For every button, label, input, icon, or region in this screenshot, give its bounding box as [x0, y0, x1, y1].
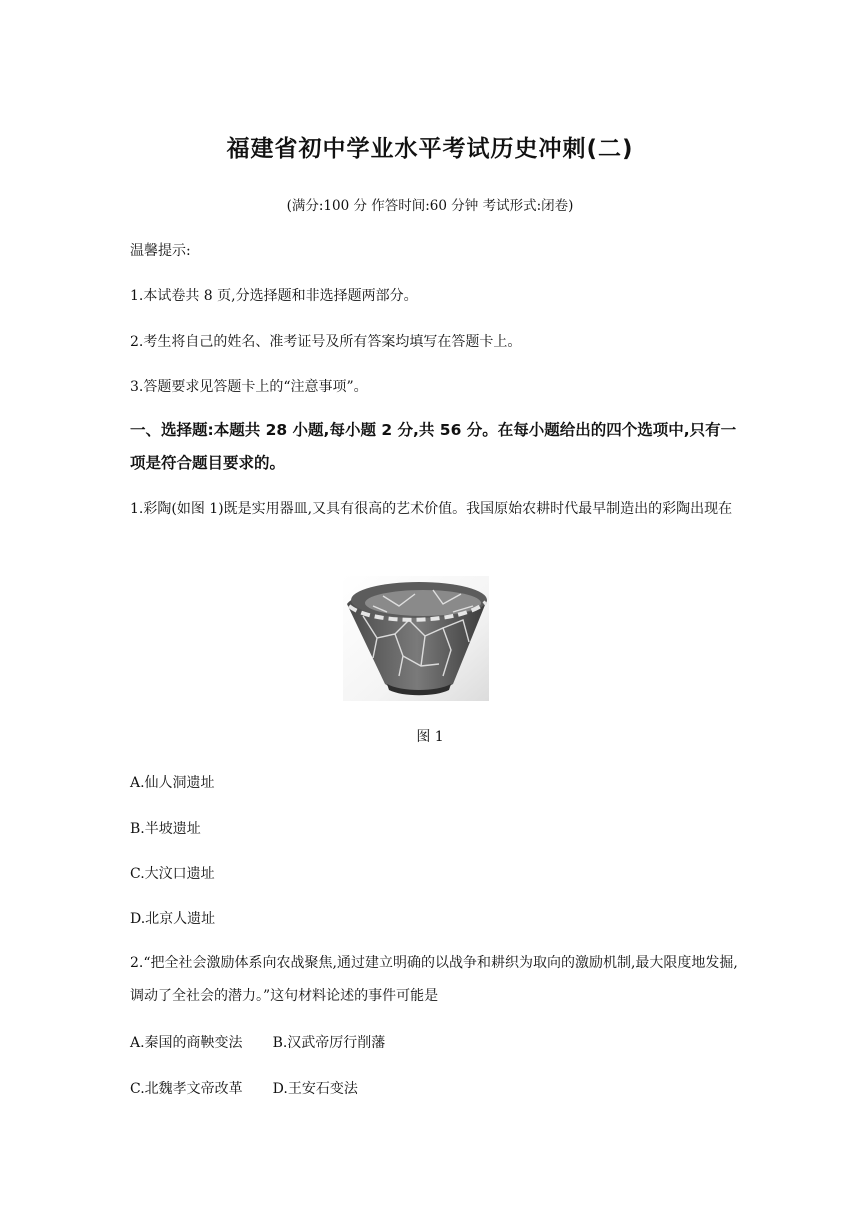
question-stem: 2.“把全社会激励体系向农战聚焦,通过建立明确的以战争和耕织为取向的激励机制,最大限度地发掘,调动了全社会的潜力。”这句材料论述的事件可能是	[130, 955, 738, 1004]
option-a[interactable]: A.仙人洞遗址	[130, 775, 215, 791]
option-c[interactable]: C.大汶口遗址	[130, 866, 215, 882]
option-d[interactable]: D.王安石变法	[272, 1081, 358, 1097]
tip-item: 2.考生将自己的姓名、准考证号及所有答案均填写在答题卡上。	[130, 334, 522, 350]
tip-item: 3.答题要求见答题卡上的“注意事项”。	[130, 379, 368, 395]
option-row	[130, 1078, 358, 1098]
tip-item: 1.本试卷共 8 页,分选择题和非选择题两部分。	[130, 288, 418, 304]
page-title: 福建省初中学业水平考试历史冲刺(二)	[226, 136, 634, 162]
option-c[interactable]: C.北魏孝文帝改革	[130, 1081, 243, 1097]
option-b[interactable]: B.汉武帝厉行削藩	[272, 1035, 386, 1051]
tips-heading: 温馨提示:	[130, 243, 191, 259]
section-heading: 一、选择题:本题共 28 小题,每小题 2 分,共 56 分。在每小题给出的四个选项中,只有一项是符合题目要求的。	[130, 421, 737, 472]
option-d[interactable]: D.北京人遗址	[130, 911, 216, 927]
figure-caption: 图 1	[416, 729, 444, 745]
painted-pottery-bowl-image	[343, 576, 489, 701]
exam-info: (满分:100 分 作答时间:60 分钟 考试形式:闭卷)	[286, 198, 574, 214]
option-a[interactable]: A.秦国的商鞅变法	[130, 1035, 243, 1051]
option-b[interactable]: B.半坡遗址	[130, 821, 201, 837]
question-stem: 1.彩陶(如图 1)既是实用器皿,又具有很高的艺术价值。我国原始农耕时代最早制造出的彩陶出现在	[130, 501, 733, 517]
option-row	[130, 1032, 385, 1052]
